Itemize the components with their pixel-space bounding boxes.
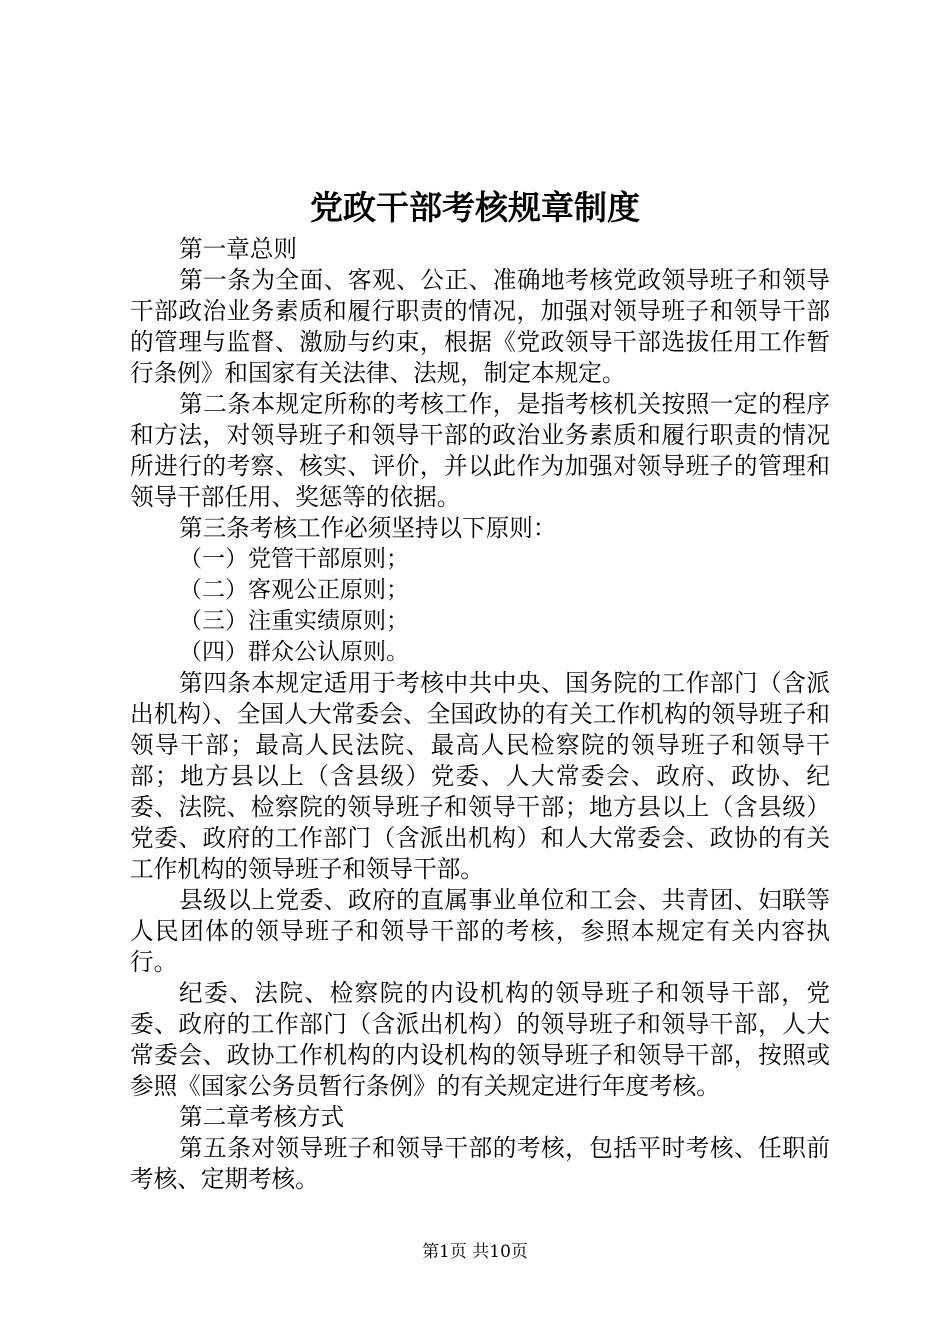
article-2: 第二条本规定所称的考核工作，是指考核机关按照一定的程序和方法，对领导班子和领导干部的政治业务素质和履行职责的情况所进行的考察、核实、评价，并以此作为加强对领导班子的管理和领导干部任用、奖惩等的依据。 xyxy=(130,390,830,511)
article-5: 第五条对领导班子和领导干部的考核，包括平时考核、任职前考核、定期考核。 xyxy=(130,1134,830,1193)
page-footer: 第1页 共10页 xyxy=(422,1242,528,1262)
chapter-heading-1: 第一章总则 xyxy=(179,235,297,263)
document-body xyxy=(130,234,830,1195)
paragraph-county-level: 县级以上党委、政府的直属事业单位和工会、共青团、妇联等人民团体的领导班子和领导干部的考核，参照本规定有关内容执行。 xyxy=(130,886,830,976)
principle-item: （一）党管干部原则； xyxy=(179,546,409,572)
paragraph-internal-bodies: 纪委、法院、检察院的内设机构的领导班子和领导干部，党委、政府的工作部门（含派出机构）的领导班子和领导干部，人大常委会、政协工作机构的内设机构的领导班子和领导干部，按照或参照《国家公务员暂行条例》的有关规定进行年度考核。 xyxy=(130,979,830,1100)
principle-item: （四）群众公认原则。 xyxy=(179,639,409,665)
chapter-heading-2: 第二章考核方式 xyxy=(179,1103,345,1131)
article-3: 第三条考核工作必须坚持以下原则： xyxy=(179,514,557,542)
document-title: 党政干部考核规章制度 xyxy=(310,188,640,227)
article-1: 第一条为全面、客观、公正、准确地考核党政领导班子和领导干部政治业务素质和履行职责的情况，加强对领导班子和领导干部的管理与监督、激励与约束，根据《党政领导干部选拔任用工作暂行条例》和国家有关法律、法规，制定本规定。 xyxy=(130,266,830,387)
principle-item: （三）注重实绩原则； xyxy=(179,608,409,634)
principle-item: （二）客观公正原则； xyxy=(179,577,409,603)
article-4: 第四条本规定适用于考核中共中央、国务院的工作部门（含派出机构）、全国人大常委会、全国政协的有关工作机构的领导班子和领导干部；最高人民法院、最高人民检察院的领导班子和领导干部；地方县以上（含县级）党委、人大常委会、政府、政协、纪委、法院、检察院的领导班子和领导干部；地方县以上（含县级）党委、政府的工作部门（含派出机构）和人大常委会、政协的有关工作机构的领导班子和领导干部。 xyxy=(130,669,830,883)
